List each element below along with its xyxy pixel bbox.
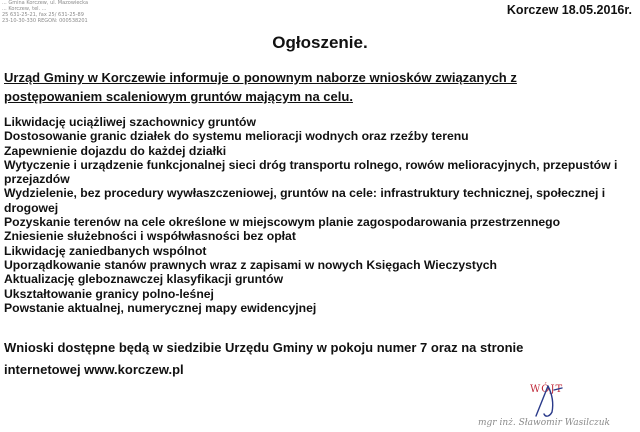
signatory-name: mgr inż. Sławomir Wasilczuk: [478, 418, 610, 428]
signature-office: WÓJT: [530, 384, 564, 395]
intro-line-2: postępowaniem scaleniowym gruntów mającym na celu.: [4, 89, 353, 104]
list-item: Uporządkowanie stanów prawnych wraz z zapisami w nowych Księgach Wieczystych: [4, 257, 497, 272]
list-item: Wydzielenie, bez procedury wywłaszczeniowej, gruntów na cele: infrastruktury technicznej, społecznej i drogowej: [4, 186, 606, 215]
list-item: Likwidację zaniedbanych wspólnot: [4, 243, 207, 258]
closing-line-2: internetowej www.korczew.pl: [4, 362, 184, 377]
list-item: Zniesienie służebności i współwłasności bez opłat: [4, 229, 296, 244]
closing-paragraph: [4, 337, 604, 381]
handwritten-signature: [518, 382, 578, 422]
stamp-line: 23-10-30-330 REGON: 000538201: [2, 18, 88, 24]
office-stamp: [2, 0, 152, 24]
list-item: Wytyczenie i urządzenie funkcjonalnej sieci dróg transportu rolnego, rowów melioracyjnych, przepustów i przejazdów: [4, 157, 618, 187]
list-item: Zapewnienie dojazdu do każdej działki: [4, 143, 227, 158]
closing-line-1: Wnioski dostępne będą w siedzibie Urzędu Gminy w pokoju numer 7 oraz na stronie: [4, 340, 524, 355]
signature-block: [478, 384, 638, 432]
list-item: Ukształtowanie granicy polno-leśnej: [4, 286, 214, 301]
list-item: Aktualizację gleboznawczej klasyfikacji gruntów: [4, 272, 284, 287]
list-item: Likwidację uciążliwej szachownicy gruntów: [4, 115, 256, 129]
stamp-line: 25 631-25-21, fax 25/ 631-25-89: [2, 12, 84, 18]
document-date: Korczew 18.05.2016r.: [506, 3, 632, 17]
intro-paragraph: [4, 68, 604, 106]
list-item: Dostosowanie granic działek do systemu melioracji wodnych oraz rzeźby terenu: [4, 129, 469, 144]
list-item: Pozyskanie terenów na cele określone w miejscowym planie zagospodarowania przestrzennego: [4, 215, 561, 230]
intro-line-1: Urząd Gminy w Korczewie informuje o ponownym naborze wniosków związanych z: [4, 70, 517, 85]
stamp-line: ... Korczew, tel. ...: [2, 6, 47, 12]
list-item: Powstanie aktualnej, numerycznej mapy ewidencyjnej: [4, 300, 317, 315]
page-title: Ogłoszenie.: [272, 33, 368, 52]
stamp-line: ... Gmina Korczew, ul. Mazowiecka: [2, 0, 89, 6]
goals-list: [4, 115, 638, 315]
